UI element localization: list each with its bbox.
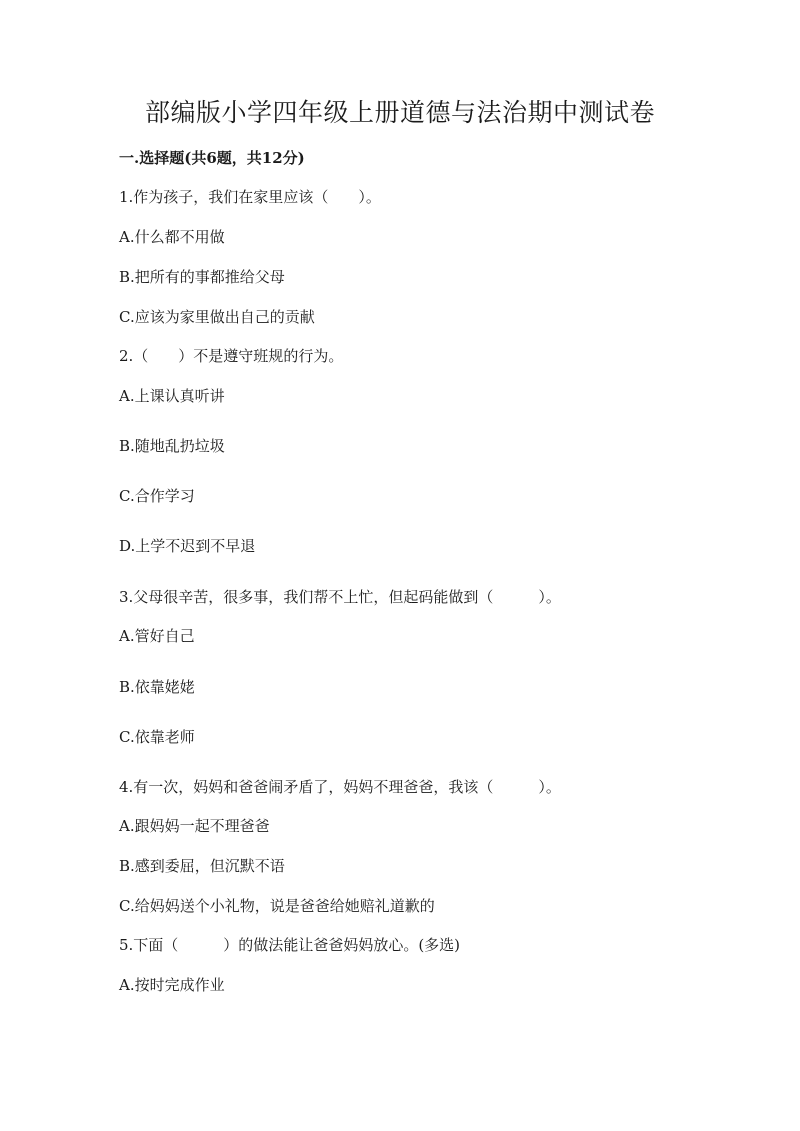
answer-option: A.按时完成作业 — [119, 976, 225, 994]
answer-option: D.上学不迟到不早退 — [119, 537, 256, 555]
answer-option: A.管好自己 — [119, 627, 195, 645]
question-stem: 5.下面（ ）的做法能让爸爸妈妈放心。(多选) — [119, 936, 461, 954]
answer-option: C.依靠老师 — [119, 728, 195, 746]
question-stem: 3.父母很辛苦，很多事，我们帮不上忙，但起码能做到（ ）。 — [119, 588, 561, 606]
section-heading: 一.选择题(共6题，共12分) — [119, 149, 305, 167]
answer-option: A.什么都不用做 — [119, 228, 225, 246]
answer-option: C.给妈妈送个小礼物，说是爸爸给她赔礼道歉的 — [119, 897, 435, 915]
answer-option: C.应该为家里做出自己的贡献 — [119, 308, 315, 326]
answer-option: A.上课认真听讲 — [119, 387, 225, 405]
answer-option: B.把所有的事都推给父母 — [119, 268, 285, 286]
answer-option: B.感到委屈，但沉默不语 — [119, 857, 285, 875]
answer-option: C.合作学习 — [119, 487, 195, 505]
question-stem: 1.作为孩子，我们在家里应该（ ）。 — [119, 188, 381, 206]
answer-option: B.依靠姥姥 — [119, 678, 195, 696]
answer-option: A.跟妈妈一起不理爸爸 — [119, 817, 270, 835]
question-stem: 2.（ ）不是遵守班规的行为。 — [119, 347, 344, 365]
question-stem: 4.有一次，妈妈和爸爸闹矛盾了，妈妈不理爸爸，我该（ ）。 — [119, 778, 561, 796]
answer-option: B.随地乱扔垃圾 — [119, 437, 225, 455]
page-title: 部编版小学四年级上册道德与法治期中测试卷 — [144, 98, 655, 127]
